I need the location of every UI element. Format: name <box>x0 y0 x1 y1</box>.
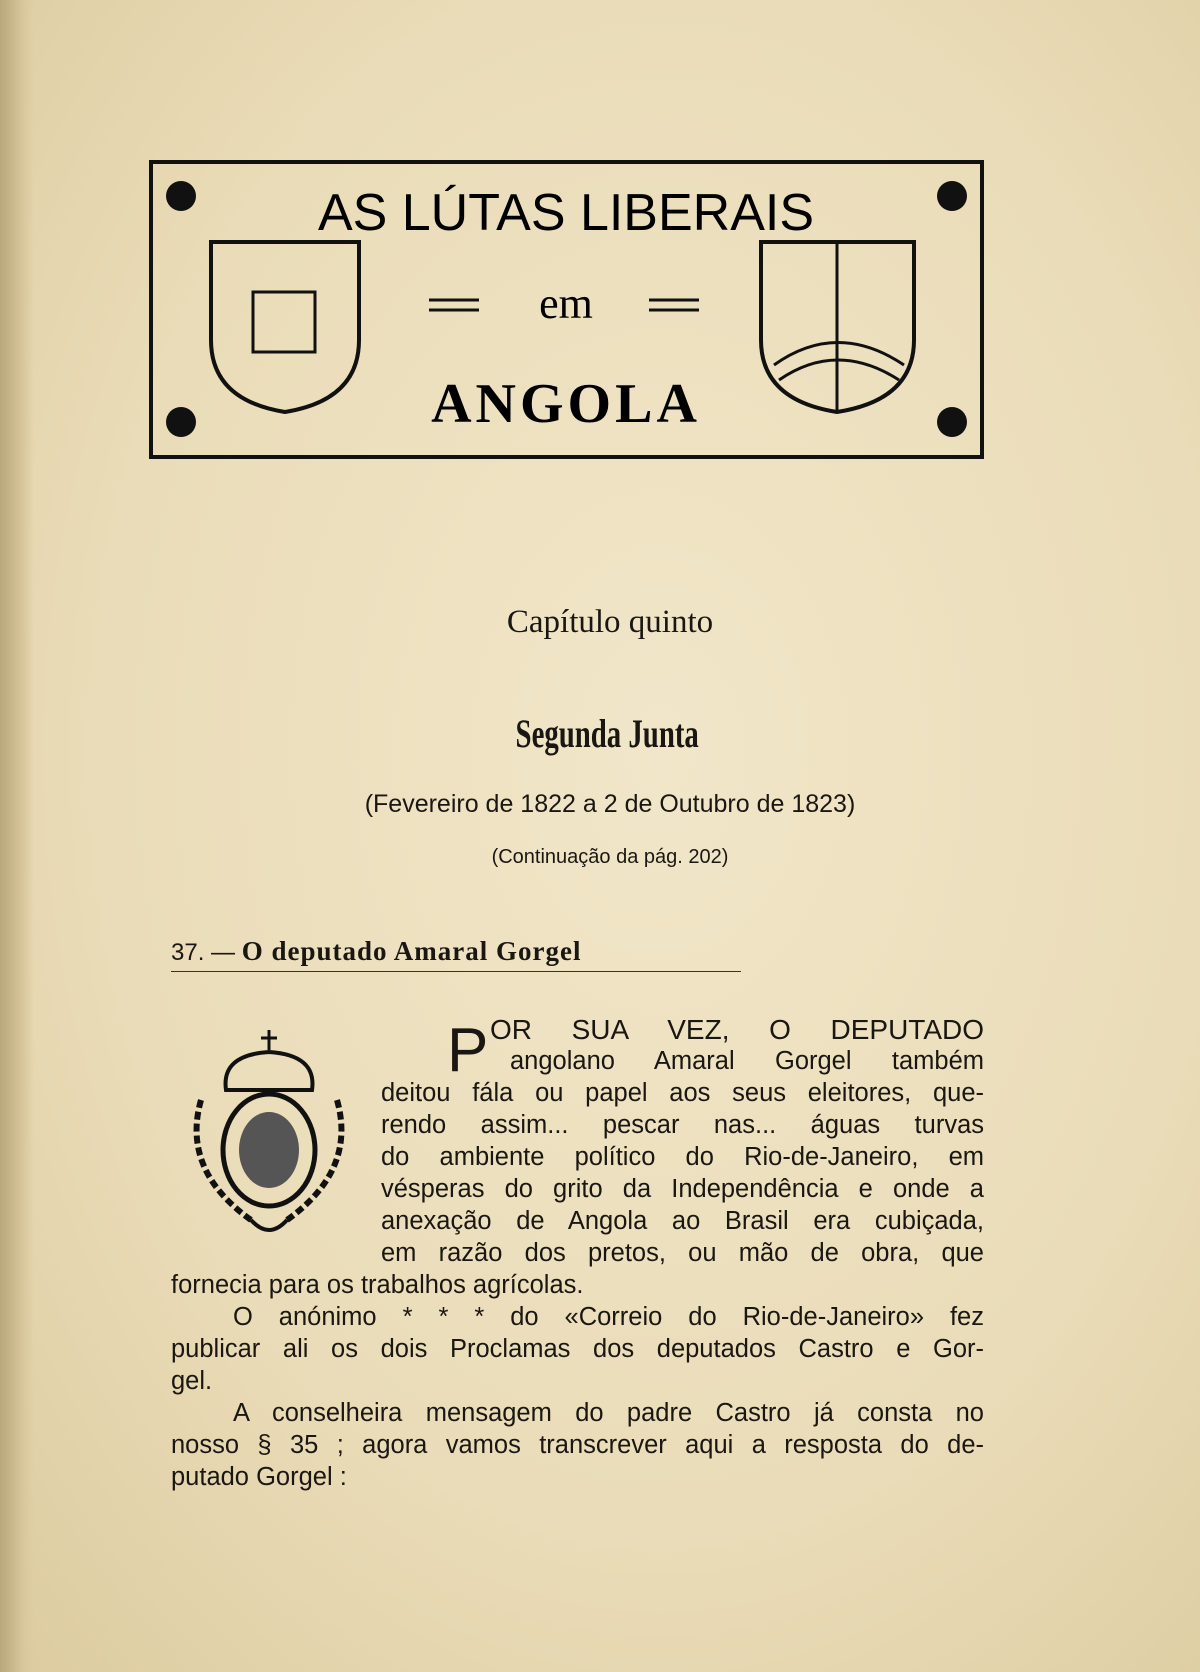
body-line: angolano Amaral Gorgel também <box>510 1047 984 1075</box>
chapter-heading: Capítulo quinto <box>506 604 714 640</box>
body-line: A conselheira mensagem do padre Castro já consta no <box>233 1399 984 1427</box>
banner-connector: em <box>539 279 593 328</box>
body-line: deitou fála ou papel aos seus eleitores, que- <box>381 1079 984 1107</box>
body-line: nosso § 35 ; agora vamos transcrever aqui a resposta do de- <box>171 1431 984 1459</box>
section-title: O deputado Amaral Gorgel <box>241 936 582 966</box>
body-line: fornecia para os trabalhos agrícolas. <box>171 1271 584 1299</box>
body-line: em razão dos pretos, ou mão de obra, que <box>381 1239 984 1267</box>
banner-title: AS LÚTAS LIBERAIS <box>317 184 815 242</box>
body-line: rendo assim... pescar nas... águas turvas <box>381 1111 984 1139</box>
body-line: O anónimo * * * do «Correio do Rio-de-Janeiro» fez <box>233 1303 984 1331</box>
chapter-subtitle: Segunda Junta <box>515 711 699 756</box>
banner-place: ANGOLA <box>431 373 701 435</box>
body-line: gel. <box>171 1367 213 1395</box>
chapter-banner <box>149 160 984 459</box>
page-binding-edge <box>0 0 34 1672</box>
section-number: 37. — <box>171 939 236 966</box>
portugal-shield-icon <box>211 242 359 412</box>
body-line: do ambiente político do Rio-de-Janeiro, em <box>381 1143 984 1171</box>
body-line: putado Gorgel : <box>171 1463 347 1491</box>
section-heading <box>171 936 741 972</box>
drop-cap: P <box>447 1016 489 1085</box>
continuation-note: (Continuação da pág. 202) <box>491 846 729 868</box>
body-line: vésperas do grito da Independência e onde a <box>381 1175 984 1203</box>
date-range: (Fevereiro de 1822 a 2 de Outubro de 1823) <box>364 790 856 818</box>
royal-coat-of-arms-icon <box>181 1030 357 1240</box>
body-line: OR SUA VEZ, O DEPUTADO <box>490 1014 984 1045</box>
body-line: publicar ali os dois Proclamas dos deputados Castro e Gor- <box>171 1335 984 1363</box>
body-line: anexação de Angola ao Brasil era cubiçada, <box>381 1207 984 1235</box>
